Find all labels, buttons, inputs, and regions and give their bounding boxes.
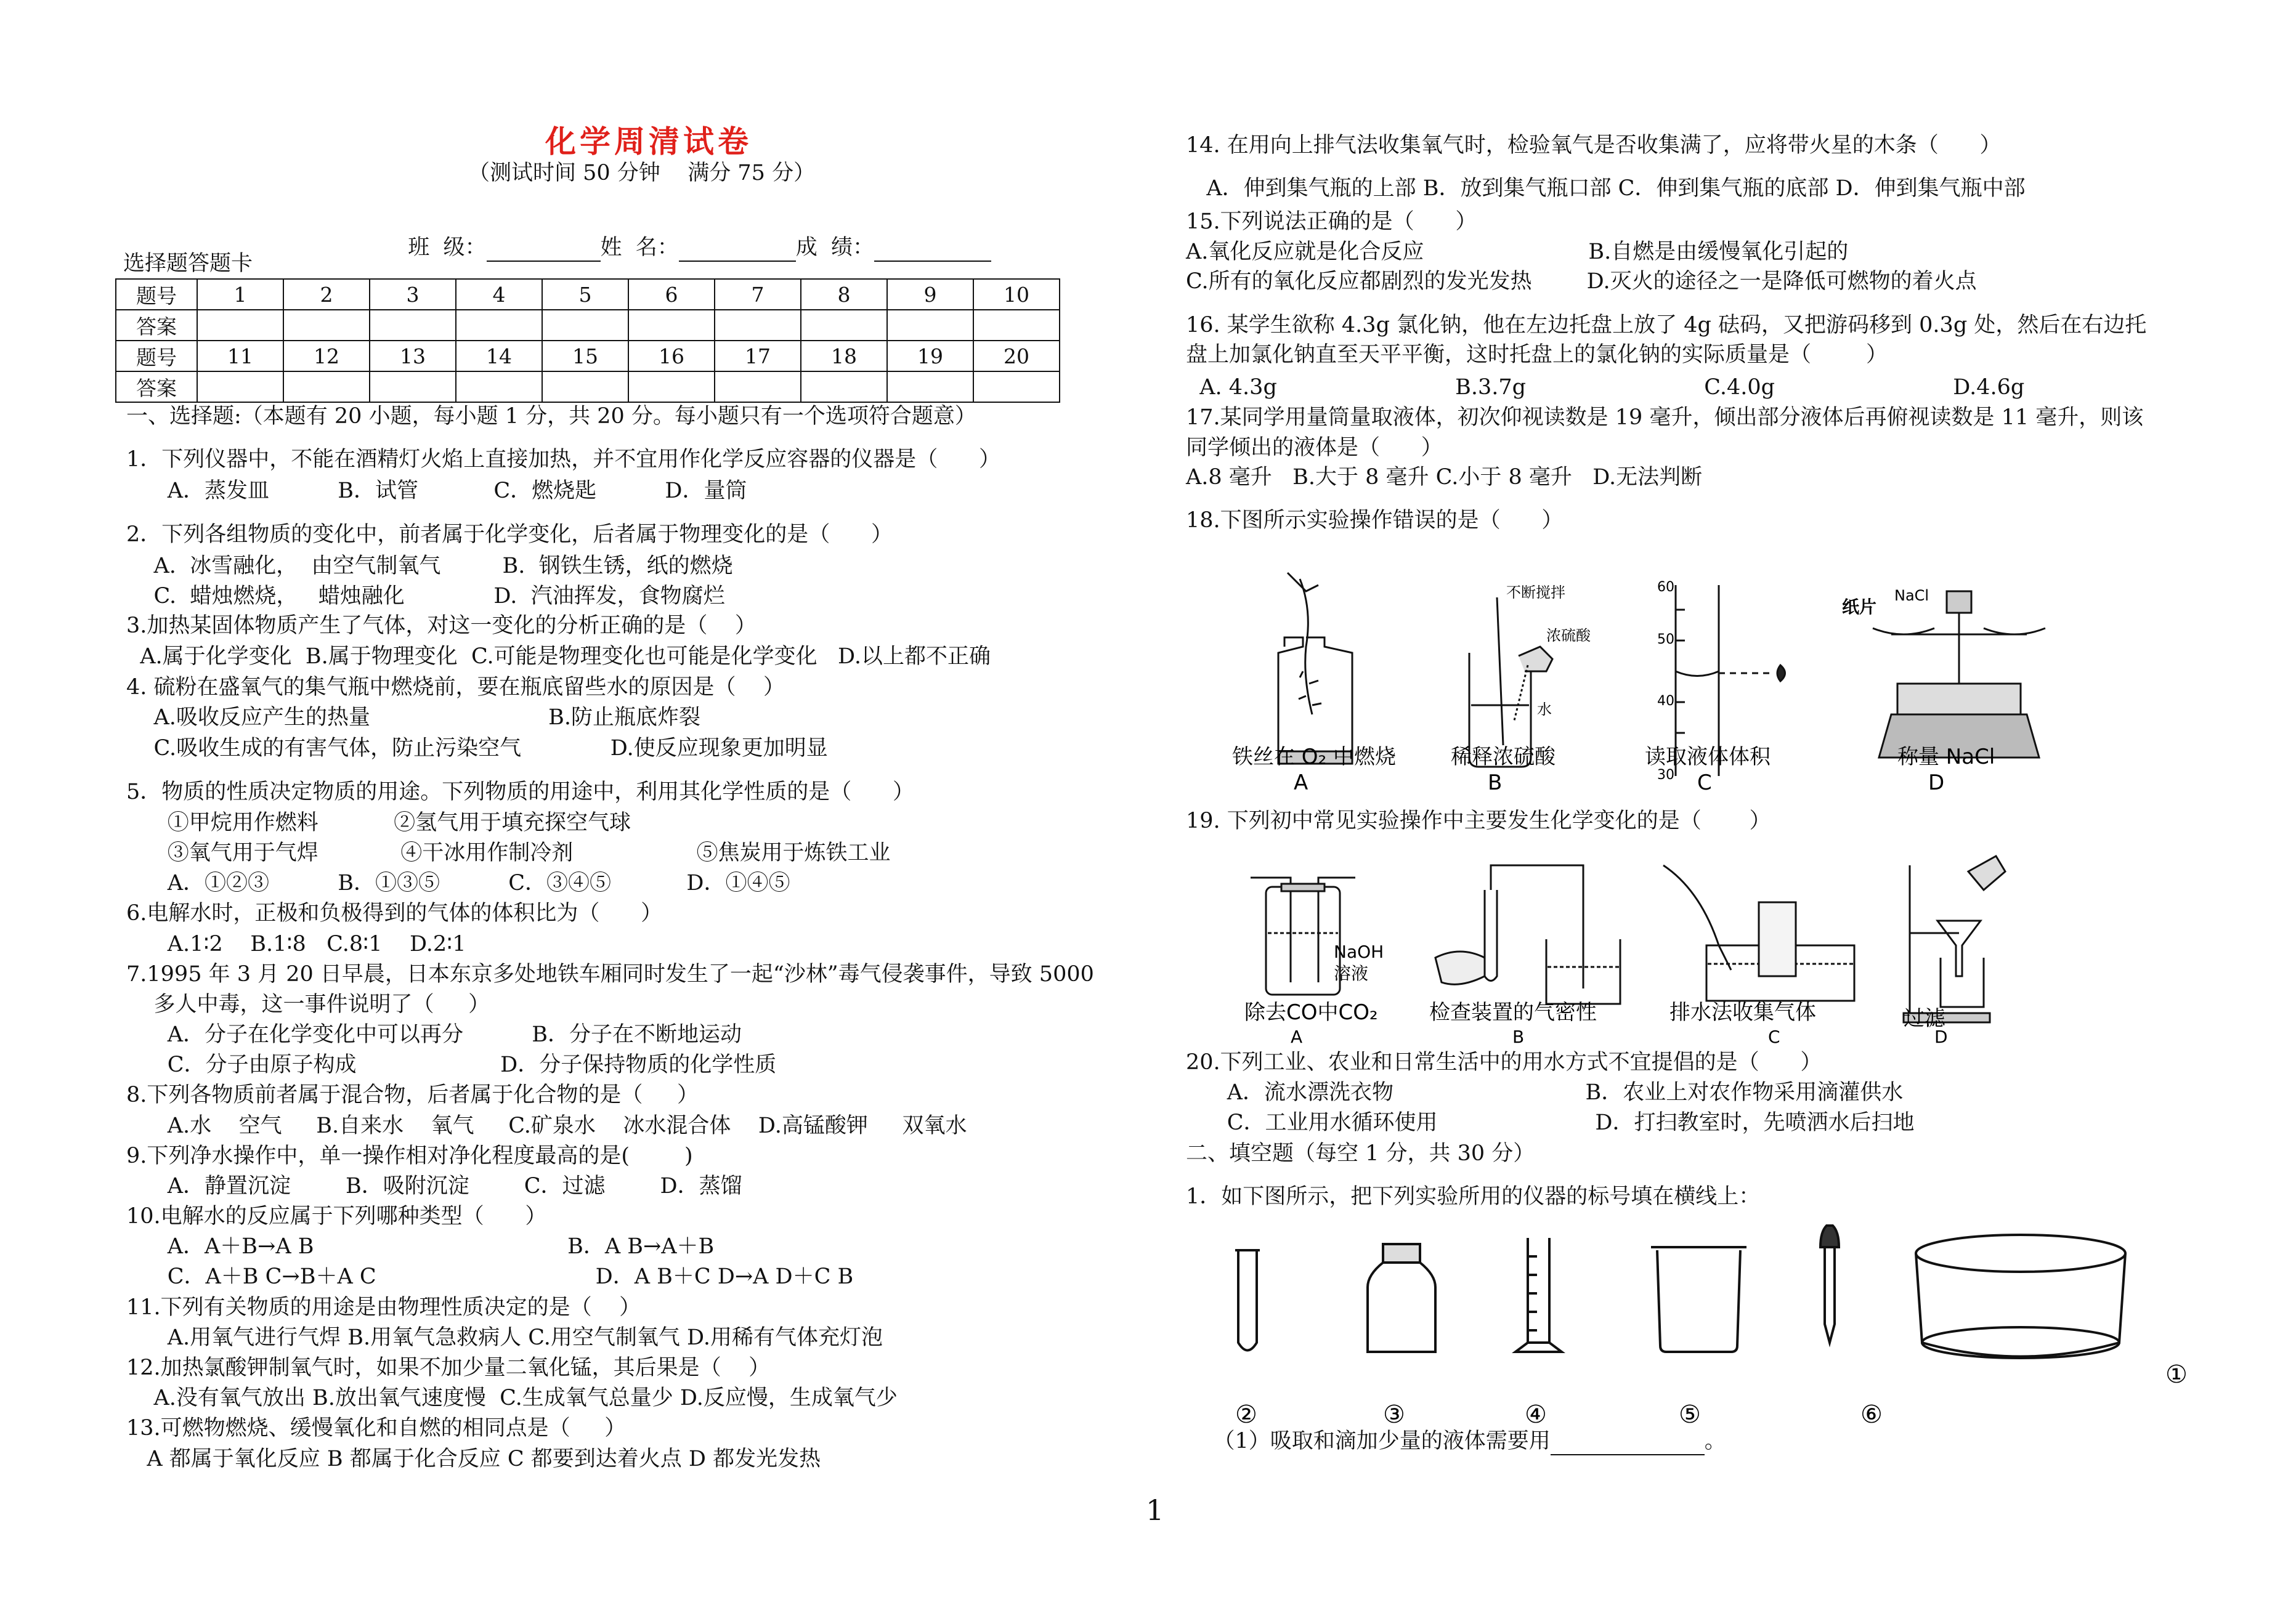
answer-cell[interactable] (628, 371, 715, 402)
answer-cell[interactable] (283, 310, 370, 341)
fig19-caption-d: 过滤 (1904, 1006, 1945, 1031)
fig19-letter-d: D (1934, 1027, 1948, 1047)
section-1-heading: 一、选择题:（本题有 20 小题，每小题 1 分，共 20 分。每小题只有一个选项符合题意） (126, 404, 976, 429)
answer-cell[interactable] (887, 310, 973, 341)
question-number: 9 (887, 279, 973, 310)
question-number: 2 (283, 279, 370, 310)
question-5-options: A．①②③ B．①③⑤ C．③④⑤ D．①④⑤ (126, 871, 790, 895)
answer-cell[interactable] (973, 371, 1060, 402)
figure-19 (1232, 853, 2002, 1050)
fig18-caption-b: 稀释浓硫酸 (1451, 745, 1556, 769)
answer-card-row-numbers-2 (116, 341, 1060, 371)
question-2: 2．下列各组物质的变化中，前者属于化学变化，后者属于物理变化的是（ ） (126, 522, 893, 547)
answer-cell[interactable] (801, 371, 887, 402)
question-number: 18 (801, 341, 887, 371)
question-15: 15.下列说法正确的是（ ） (1186, 209, 1477, 234)
question-number: 12 (283, 341, 370, 371)
answer-card-row-numbers-1 (116, 279, 1060, 310)
question-number: 17 (715, 341, 801, 371)
question-5-items-2: ③氧气用于气焊 ④干冰用作制冷剂 ⑤焦炭用于炼铁工业 (126, 841, 891, 865)
question-number: 1 (197, 279, 283, 310)
question-14-options: A．伸到集气瓶的上部 B．放到集气瓶口部 C．伸到集气瓶的底部 D．伸到集气瓶中部 (1186, 176, 2026, 201)
row-label: 答案 (116, 371, 197, 402)
fig18-paper-label: 纸片 (1842, 597, 1877, 617)
fill-question-1-part-1-text: （1）吸取和滴加少量的液体需要用 (1186, 1429, 1551, 1453)
answer-cell[interactable] (197, 371, 283, 402)
question-11: 11.下列有关物质的用途是由物理性质决定的是（ ） (126, 1295, 641, 1320)
fig19-letter-b: B (1512, 1027, 1525, 1047)
answer-cell[interactable] (715, 310, 801, 341)
row-label: 题号 (116, 341, 197, 371)
question-16-cont: 盘上加氯化钠直至天平平衡，这时托盘上的氯化钠的实际质量是（ ） (1186, 342, 1888, 367)
answer-card-row-answers-2 (116, 371, 1060, 402)
label-beaker: ⑤ (1679, 1401, 1701, 1429)
question-number: 15 (542, 341, 628, 371)
answer-cell[interactable] (370, 310, 456, 341)
answer-cell[interactable] (542, 310, 628, 341)
label-dropper: ⑥ (1860, 1401, 1883, 1429)
answer-card-caption: 选择题答题卡 (123, 251, 253, 276)
section-2-heading: 二、填空题（每空 1 分，共 30 分） (1186, 1141, 1535, 1166)
answer-blank[interactable] (1551, 1433, 1705, 1455)
wide-mouth-bottle (1368, 1244, 1435, 1352)
question-18: 18.下图所示实验操作错误的是（ ） (1186, 508, 1564, 533)
question-1-options: A．蒸发皿 B．试管 C．燃烧匙 D．量筒 (126, 479, 747, 503)
question-7-options-cd: C．分子由原子构成 D．分子保持物质的化学性质 (126, 1053, 777, 1077)
class-label: 班 级： (408, 235, 487, 260)
question-10: 10.电解水的反应属于下列哪种类型（ ） (126, 1204, 547, 1229)
answer-cell[interactable] (456, 371, 542, 402)
question-7-cont: 多人中毒，这一事件说明了（ ） (126, 992, 490, 1017)
fig18-stir-label: 不断搅拌 (1506, 584, 1565, 601)
question-16: 16. 某学生欲称 4.3g 氯化钠，他在左边托盘上放了 4g 砝码，又把游码移到 0.3g 处，然后在右边托 (1186, 313, 2147, 338)
fig19-letter-c: C (1768, 1027, 1780, 1047)
answer-cell[interactable] (715, 371, 801, 402)
answer-cell[interactable] (456, 310, 542, 341)
fig18-caption-c: 读取液体体积 (1645, 745, 1771, 769)
question-number: 10 (973, 279, 1060, 310)
question-number: 4 (456, 279, 542, 310)
fig18-letter-c: C (1697, 770, 1712, 795)
question-13: 13.可燃物燃烧、缓慢氧化和自燃的相同点是（ ） (126, 1416, 627, 1441)
question-5-items-1: ①甲烷用作燃料 ②氢气用于填充探空气球 (126, 810, 631, 835)
question-number: 14 (456, 341, 542, 371)
question-number: 20 (973, 341, 1060, 371)
question-14: 14. 在用向上排气法收集氧气时，检验氧气是否收集满了，应将带火星的木条（ ） (1186, 133, 2002, 158)
question-number: 19 (887, 341, 973, 371)
fig19-naoh-label: NaOH (1334, 942, 1384, 962)
label-bottle: ③ (1383, 1401, 1405, 1429)
question-17-options: A.8 毫升 B.大于 8 毫升 C.小于 8 毫升 D.无法判断 (1186, 465, 1703, 490)
dropper (1820, 1226, 1839, 1343)
question-16-options: A. 4.3g B.3.7g C.4.0g D.4.6g (1186, 375, 2025, 400)
class-field[interactable] (487, 240, 601, 262)
fig18-balance (1873, 591, 2045, 758)
fig18-letter-b: B (1488, 770, 1503, 795)
question-10-options-cd: C．A＋B C→B＋A C D．A B＋C D→A D＋C B (126, 1264, 854, 1289)
answer-cell[interactable] (197, 310, 283, 341)
question-17: 17.某同学用量筒量取液体，初次仰视读数是 19 毫升，倾出部分液体后再俯视读数是 11 毫升，则该 (1186, 405, 2144, 430)
student-info-row (394, 205, 991, 262)
question-number: 16 (628, 341, 715, 371)
question-4: 4. 硫粉在盛氧气的集气瓶中燃烧前，要在瓶底留些水的原因是（ ） (126, 675, 785, 700)
question-number: 7 (715, 279, 801, 310)
fig19-caption-b: 检查装置的气密性 (1429, 1000, 1597, 1025)
test-tube (1235, 1250, 1260, 1351)
question-3: 3.加热某固体物质产生了气体，对这一变化的分析正确的是（ ） (126, 613, 757, 638)
question-1: 1．下列仪器中，不能在酒精灯火焰上直接加热，并不宜用作化学反应容器的仪器是（ ） (126, 447, 1001, 472)
question-number: 3 (370, 279, 456, 310)
question-number: 8 (801, 279, 887, 310)
answer-cell[interactable] (801, 310, 887, 341)
question-7-options-ab: A．分子在化学变化中可以再分 B．分子在不断地运动 (126, 1022, 742, 1047)
fig18-nacl-label: NaCl (1894, 587, 1929, 604)
question-4-options-cd: C.吸收生成的有害气体，防止污染空气 D.使反应现象更加明显 (126, 736, 828, 761)
question-6: 6.电解水时，正极和负极得到的气体的体积比为（ ） (126, 901, 663, 926)
question-number: 11 (197, 341, 283, 371)
question-20-options-ab: A．流水漂洗衣物 B．农业上对农作物采用滴灌供水 (1186, 1080, 1904, 1105)
evaporating-dish (1916, 1235, 2125, 1358)
fig19-caption-c: 排水法收集气体 (1669, 1000, 1816, 1025)
fig18-scale-50: 50 (1657, 632, 1674, 647)
question-20-options-cd: C．工业用水循环使用 D．打扫教室时，先喷洒水后扫地 (1186, 1110, 1915, 1135)
fig19-filtration (1904, 856, 2005, 1022)
question-7: 7.1995 年 3 月 20 日早晨，日本东京多处地铁车厢同时发生了一起“沙林”毒气侵袭事件，导致 5000 (126, 962, 1094, 987)
fig18-caption-a: 铁丝在 O₂ 中燃烧 (1232, 745, 1397, 769)
beaker (1651, 1247, 1746, 1352)
question-4-options-ab: A.吸收反应产生的热量 B.防止瓶底炸裂 (126, 705, 701, 730)
fig19-letter-a: A (1291, 1027, 1303, 1047)
name-label: 姓 名： (600, 235, 679, 260)
label-cylinder: ④ (1525, 1401, 1547, 1429)
question-5: 5．物质的性质决定物质的用途。下列物质的用途中，利用其化学性质的是（ ） (126, 780, 915, 804)
question-15-options-ab: A.氧化反应就是化合反应 B.自燃是由缓慢氧化引起的 (1186, 240, 1849, 264)
question-8: 8.下列各物质前者属于混合物，后者属于化合物的是（ ） (126, 1083, 699, 1107)
question-19: 19. 下列初中常见实验操作中主要发生化学变化的是（ ） (1186, 809, 1771, 833)
label-test-tube: ② (1235, 1401, 1257, 1429)
question-11-options: A.用氧气进行气焊 B.用氧气急救病人 C.用空气制氧气 D.用稀有气体充灯泡 (126, 1325, 883, 1350)
fig19-airtight-check (1435, 865, 1620, 1004)
question-9-options: A．静置沉淀 B．吸附沉淀 C．过滤 D．蒸馏 (126, 1174, 742, 1199)
figure-18 (1226, 573, 2088, 801)
fill-question-1: 1．如下图所示，把下列实验所用的仪器的标号填在横线上： (1186, 1184, 1761, 1209)
answer-cell[interactable] (542, 371, 628, 402)
answer-cell[interactable] (283, 371, 370, 402)
question-8-options: A.水 空气 B.自来水 氧气 C.矿泉水 冰水混合体 D.高锰酸钾 双氧水 (126, 1114, 967, 1138)
question-6-options: A.1∶2 B.1∶8 C.8∶1 D.2∶1 (126, 932, 466, 956)
page-title: 化学周清试卷 (545, 123, 752, 160)
question-2-options-cd: C. 蜡烛燃烧， 蜡烛融化 D. 汽油挥发，食物腐烂 (126, 584, 725, 608)
question-20: 20.下列工业、农业和日常生活中的用水方式不宜提倡的是（ ） (1186, 1050, 1822, 1075)
answer-cell[interactable] (887, 371, 973, 402)
graduated-cylinder (1515, 1238, 1562, 1352)
question-10-options-ab: A．A＋B→A B B．A B→A＋B (126, 1234, 715, 1259)
fig18-iron-burning (1278, 573, 1352, 764)
answer-cell[interactable] (628, 310, 715, 341)
name-field[interactable] (679, 240, 796, 262)
fig18-water-label: 水 (1537, 701, 1552, 718)
fig18-scale-40: 40 (1657, 693, 1674, 709)
row-label: 答案 (116, 310, 197, 341)
question-number: 5 (542, 279, 628, 310)
answer-card-table (115, 278, 1060, 403)
fig18-letter-d: D (1928, 770, 1945, 795)
instruments-figure (1226, 1219, 2212, 1435)
label-dish: ① (2165, 1360, 2188, 1389)
fig18-letter-a: A (1294, 770, 1308, 795)
row-label: 题号 (116, 279, 197, 310)
question-number: 6 (628, 279, 715, 310)
question-3-options: A.属于化学变化 B.属于物理变化 C.可能是物理变化也可能是化学变化 D.以上都不正确 (126, 644, 991, 669)
score-field[interactable] (874, 240, 991, 262)
score-label: 成 绩： (795, 235, 875, 260)
answer-cell[interactable] (973, 310, 1060, 341)
page-number: 1 (1146, 1494, 1164, 1527)
question-17-cont: 同学倾出的液体是（ ） (1186, 435, 1443, 460)
question-12: 12.加热氯酸钾制氧气时，如果不加少量二氧化锰，其后果是（ ） (126, 1356, 771, 1380)
question-13-options: A 都属于氧化反应 B 都属于化合反应 C 都要到达着火点 D 都发光发热 (126, 1447, 821, 1471)
fig18-dilute-acid (1469, 597, 1552, 767)
fill-question-1-part-1: （1）吸取和滴加少量的液体需要用 。 (1186, 1427, 1726, 1455)
fig19-caption-a: 除去CO中CO₂ (1244, 1000, 1378, 1025)
fig18-acid-label: 浓硫酸 (1546, 627, 1591, 644)
question-9: 9.下列净水操作中，单一操作相对净化程度最高的是( ) (126, 1144, 693, 1168)
answer-card-row-answers-1 (116, 310, 1060, 341)
question-number: 13 (370, 341, 456, 371)
fig19-water-collection (1663, 865, 1854, 1001)
question-2-options-ab: A. 冰雪融化， 由空气制氧气 B. 钢铁生锈，纸的燃烧 (126, 554, 733, 578)
fig19-solution-label: 溶液 (1334, 963, 1369, 984)
fig18-scale-30: 30 (1657, 767, 1674, 783)
test-info: （测试时间 50 分钟 满分 75 分） (468, 161, 816, 185)
question-12-options: A.没有氧气放出 B.放出氧气速度慢 C.生成氧气总量少 D.反应慢，生成氧气少 (126, 1386, 898, 1410)
answer-cell[interactable] (370, 371, 456, 402)
fig18-scale-60: 60 (1657, 580, 1674, 595)
fig18-caption-d: 称量 NaCl (1897, 745, 1995, 769)
question-15-options-cd: C.所有的氧化反应都剧烈的发光发热 D.灭火的途径之一是降低可燃物的着火点 (1186, 269, 1977, 294)
